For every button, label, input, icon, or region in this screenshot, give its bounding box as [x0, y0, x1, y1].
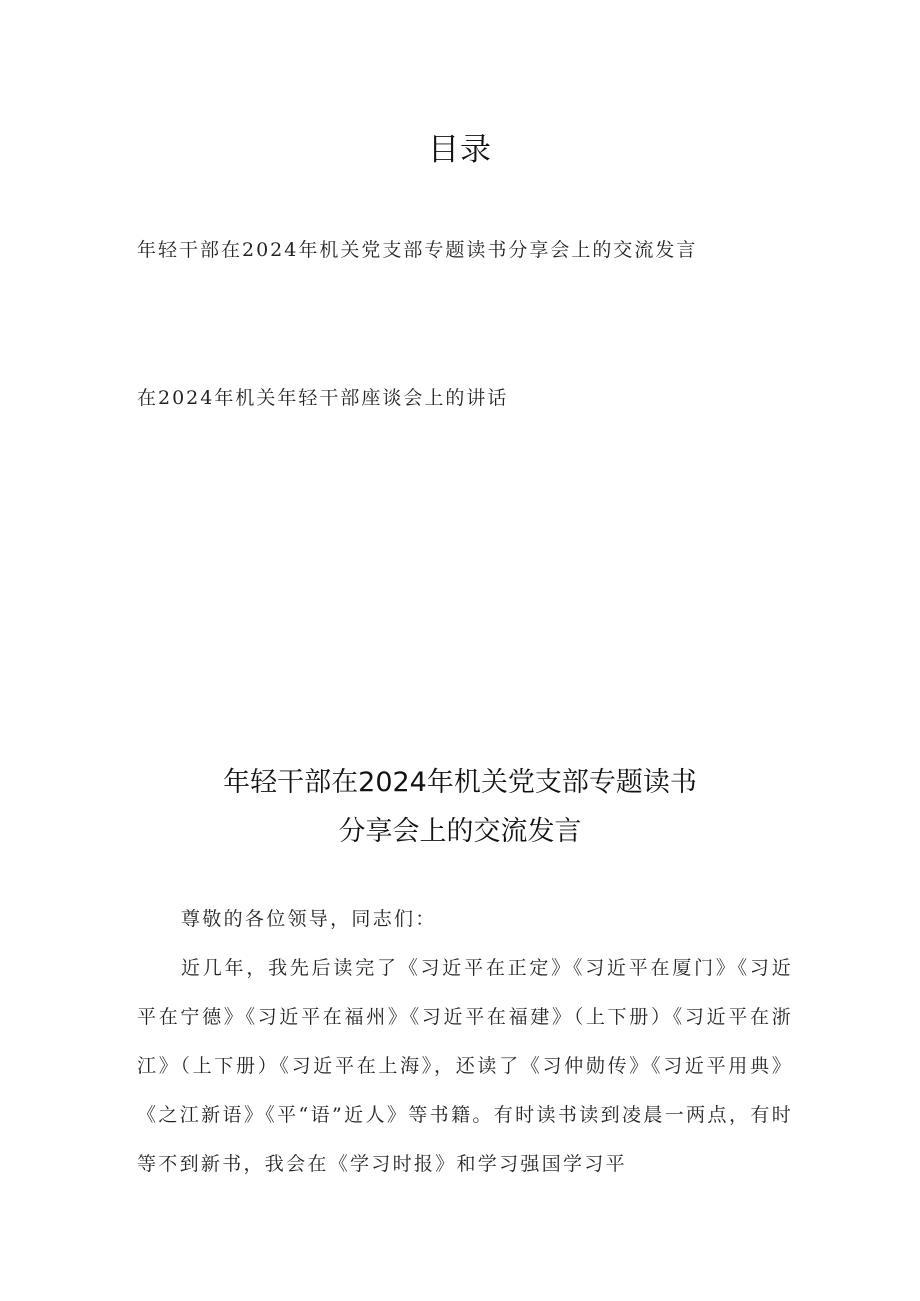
document-title	[0, 758, 920, 856]
toc-title: 目录	[428, 132, 492, 168]
toc-entry-2[interactable]: 在2024年机关年轻干部座谈会上的讲话	[137, 387, 509, 409]
body-paragraph-1: 近几年，我先后读完了《习近平在正定》《习近平在厦门》《习近平在宁德》《习近平在福州》《习近平在福建》（上下册）《习近平在浙江》（上下册）《习近平在上海》，还读了《习仲勋传》《习近平用典》《之江新语》《平“语”近人》等书籍。有时读书读到凌晨一两点，有时等不到新书，我会在《学习时报》和学习强国学习平	[137, 957, 793, 1175]
document-title-line-1: 年轻干部在2024年机关党支部专题读书	[223, 767, 697, 798]
document-title-line-2: 分享会上的交流发言	[338, 816, 582, 847]
toc-entry-1[interactable]: 年轻干部在2024年机关党支部专题读书分享会上的交流发言	[137, 239, 698, 261]
salutation: 尊敬的各位领导，同志们：	[181, 908, 437, 930]
